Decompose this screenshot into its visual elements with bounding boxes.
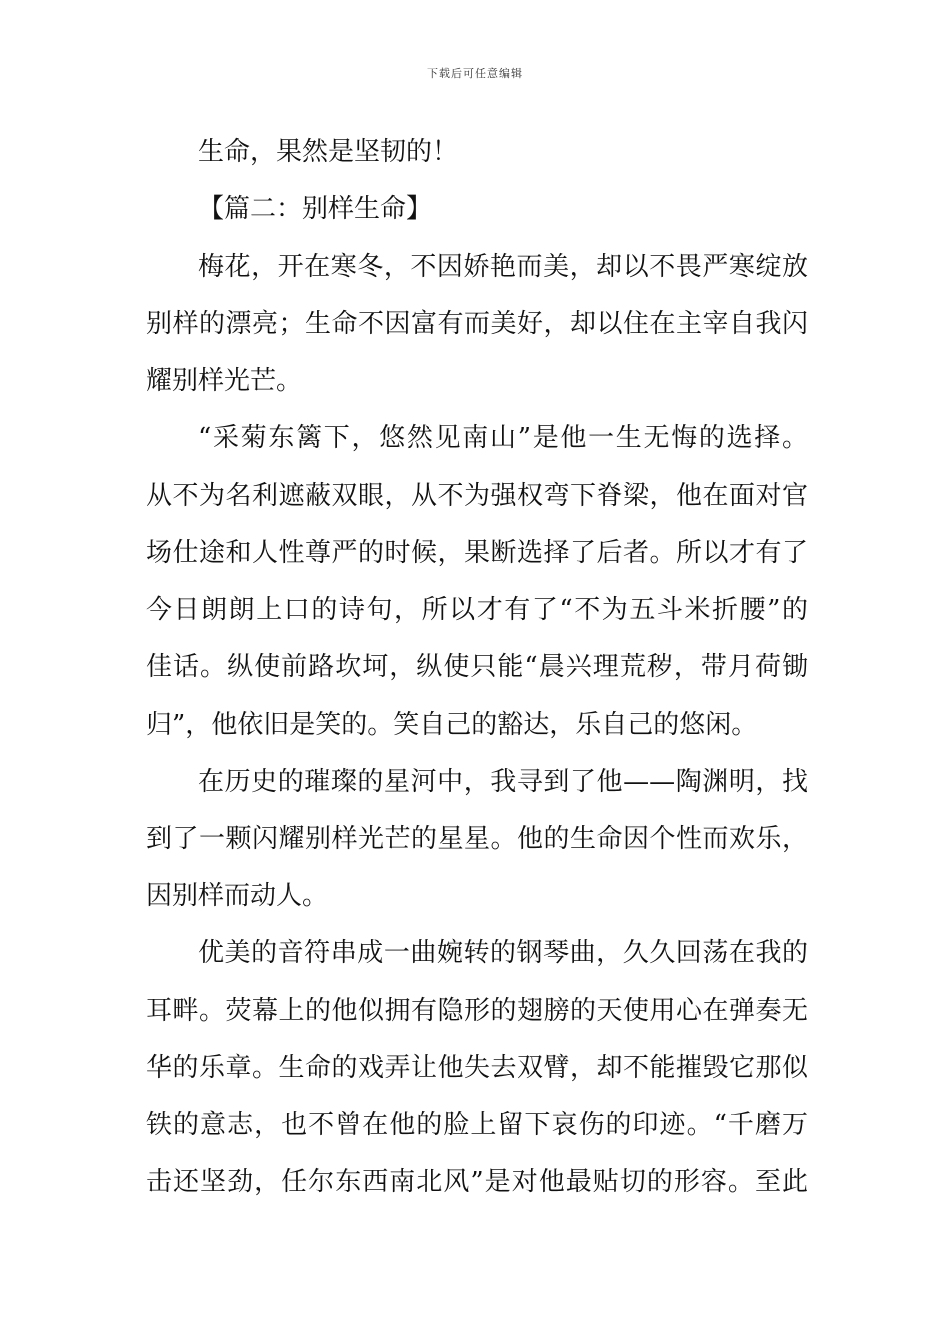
text-line: 从不为名利遮蔽双眼，从不为强权弯下脊梁，他在面对官 — [146, 481, 808, 511]
text-line: 在历史的璀璨的星河中，我寻到了他——陶渊明，找 — [198, 767, 808, 797]
text-line: 耳畔。荧幕上的他似拥有隐形的翅膀的天使用心在弹奏无 — [146, 996, 808, 1026]
text-line: 梅花，开在寒冬，不因娇艳而美，却以不畏严寒绽放 — [198, 252, 808, 282]
text-line: 场仕途和人性尊严的时候，果断选择了后者。所以才有了 — [146, 538, 808, 568]
text-line: 生命，果然是坚韧的！ — [198, 137, 459, 167]
text-line: 到了一颗闪耀别样光芒的星星。他的生命因个性而欢乐， — [146, 824, 808, 854]
text-line: 华的乐章。生命的戏弄让他失去双臂，却不能摧毁它那似 — [146, 1053, 808, 1083]
page-header: 下载后可任意编辑 — [427, 67, 523, 80]
text-line: 今日朗朗上口的诗句，所以才有了“不为五斗米折腰”的 — [146, 595, 808, 625]
text-line: 因别样而动人。 — [146, 881, 329, 911]
text-line: 击还坚劲，任尔东西南北风”是对他最贴切的形容。至此 — [146, 1167, 808, 1197]
text-line: 耀别样光芒。 — [146, 366, 303, 396]
text-line: 归”，他依旧是笑的。笑自己的豁达，乐自己的悠闲。 — [146, 710, 758, 740]
text-line: 优美的音符串成一曲婉转的钢琴曲，久久回荡在我的 — [198, 938, 808, 968]
text-line: 铁的意志，也不曾在他的脸上留下哀伤的印迹。“千磨万 — [146, 1110, 808, 1140]
text-line: 佳话。纵使前路坎坷，纵使只能“晨兴理荒秽，带月荷锄 — [146, 652, 808, 682]
text-line: “采菊东篱下，悠然见南山”是他一生无悔的选择。 — [198, 423, 808, 453]
text-line: 别样的漂亮；生命不因富有而美好，却以住在主宰自我闪 — [146, 309, 808, 339]
section-heading: 【篇二：别样生命】 — [198, 194, 433, 224]
